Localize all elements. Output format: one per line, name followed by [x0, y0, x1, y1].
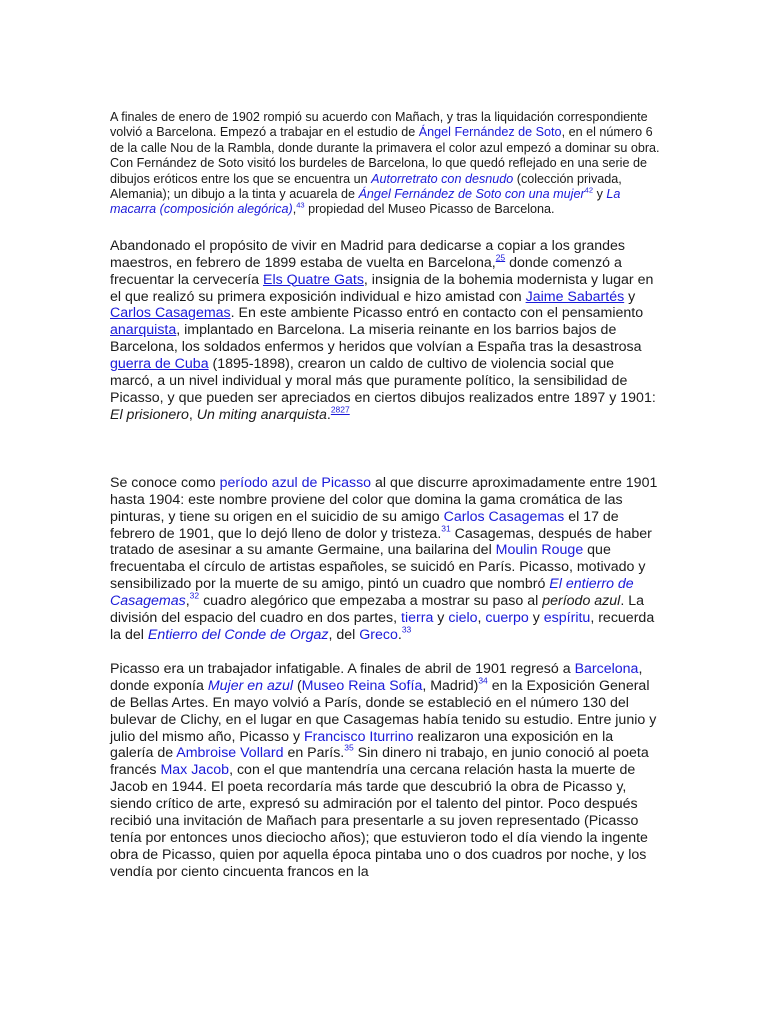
link-entierro-del-conde-de-orgaz[interactable]	[148, 627, 329, 643]
link-angel-fernandez-de-soto-con-una-mujer[interactable]	[359, 187, 585, 201]
text: Picasso era un trabajador infatigable. A finales de abril de 1901 regresó a	[110, 660, 575, 677]
footnote-33[interactable]: 33	[401, 624, 412, 635]
text: (colección privada, Alemania); un dibujo a la tinta y acuarela de	[110, 171, 622, 202]
link-barcelona[interactable]: Barcelona	[574, 660, 639, 677]
text: , implantado en Barcelona. La miseria reinante en los barrios bajos de Barcelona, los soldados enfermos y heridos que volvían a España tras la desastrosa	[110, 322, 642, 356]
italic-title: Mujer en azul	[207, 677, 293, 694]
link-espiritu[interactable]: espíritu	[543, 610, 591, 627]
text: ,	[477, 610, 486, 627]
link-ambroise-vollard[interactable]: Ambroise Vollard	[176, 745, 284, 762]
link-guerra-de-cuba[interactable]: guerra de Cuba	[110, 356, 209, 373]
link-els-quatre-gats[interactable]: Els Quatre Gats	[262, 271, 364, 288]
text: , insignia de la bohemia modernista y lugar en el que realizó su primera exposición individual e hizo amistad con	[110, 271, 654, 305]
text: (	[293, 677, 302, 694]
paragraph-1	[110, 110, 660, 218]
text: el 17 de febrero de 1901, que lo dejó lleno de dolor y tristeza.	[110, 508, 619, 542]
text: , del	[328, 626, 360, 643]
italic-title: Autorretrato con desnudo	[371, 171, 514, 186]
italic-title: Entierro del Conde de Orgaz	[147, 626, 329, 643]
footnote-34[interactable]: 34	[478, 675, 488, 686]
link-cuerpo[interactable]: cuerpo	[485, 610, 529, 627]
link-autorretrato-con-desnudo[interactable]	[371, 172, 513, 186]
text: . En este ambiente Picasso entró en contacto con el pensamiento	[230, 305, 644, 322]
link-moulin-rouge[interactable]: Moulin Rouge	[495, 542, 584, 559]
text: (1895-1898), crearon un caldo de cultivo de violencia social que marcó, a un nivel individual y moral más que puramente político, la sensibilidad de Picasso, y que pueden ser apreciados en ciertos dibujos realizados entre 1897 y 1901:	[110, 356, 656, 406]
document-page	[110, 110, 660, 881]
italic-term: período azul	[542, 593, 621, 610]
text: Se conoce como	[110, 474, 220, 491]
text: al que discurre aproximadamente entre 1901 hasta 1904: este nombre proviene del color que domina la gama cromática de las pinturas, y tiene su origen en el suicidio de su amigo	[110, 474, 658, 525]
link-max-jacob[interactable]: Max Jacob	[160, 762, 230, 779]
paragraph-4	[110, 661, 660, 881]
text: en la Exposición General de Bellas Artes. En mayo volvió a París, donde se estableció en el número 130 del bulevar de Clichy, en el lugar en que Casagemas había tenido su estudio. Entre junio y julio del mismo año, Picasso y	[110, 677, 657, 745]
link-cielo[interactable]: cielo	[448, 610, 478, 627]
text: ,	[188, 406, 197, 423]
text: , Madrid)	[422, 677, 479, 694]
link-museo-reina-sofia[interactable]: Museo Reina Sofía	[301, 677, 423, 694]
text: donde comenzó a frecuentar la cervecería	[110, 254, 622, 288]
footnote-43[interactable]: 43	[296, 200, 305, 210]
text: y	[593, 187, 607, 202]
text: , en el número 6 de la calle Nou de la Rambla, donde durante la primavera el color azul empezó a dominar su obra. Con Fernández de Soto visitó los burdeles de Barcelona, lo que quedó reflejado en una serie de dibujos eróticos entre los que se encuentra un	[110, 125, 660, 186]
text: , donde exponía	[110, 660, 643, 694]
text: que frecuentaba el círculo de artistas españoles, se suicidó en París. Picasso, motivado y sensibilizado por la muerte de su amigo, pintó un cuadro que nombró	[110, 542, 646, 593]
text: Casagemas, después de haber tratado de asesinar a su amante Germaine, una bailarina del	[110, 525, 652, 559]
paragraph-3	[110, 475, 660, 644]
footnote-42[interactable]: 42	[584, 185, 594, 195]
text: cuadro alegórico que empezaba a mostrar su paso al	[199, 593, 543, 610]
link-periodo-azul[interactable]: período azul de Picasso	[219, 474, 372, 491]
text: y	[624, 288, 636, 305]
text: Sin dinero ni trabajo, en junio conoció al poeta francés	[110, 745, 649, 779]
text: , recuerda la del	[110, 610, 655, 643]
link-angel-fernandez-de-soto[interactable]: Ángel Fernández de Soto	[418, 125, 562, 140]
link-mujer-en-azul[interactable]	[208, 678, 293, 694]
paragraph-2	[110, 238, 660, 424]
text: ,	[185, 593, 190, 610]
text: A finales de enero de 1902 rompió su acuerdo con Mañach, y tras la liquidación correspondiente volvió a Barcelona. Empezó a trabajar en el estudio de	[110, 110, 648, 140]
link-francisco-iturrino[interactable]: Francisco Iturrino	[303, 728, 414, 745]
italic-title: El entierro de Casagemas	[110, 576, 634, 610]
italic-title: La macarra (composición alegórica)	[110, 187, 621, 217]
italic-title: Un miting anarquista	[196, 406, 327, 423]
link-carlos-casagemas[interactable]: Carlos Casagemas	[443, 508, 565, 525]
text: .	[326, 406, 331, 423]
italic-title: El prisionero	[110, 406, 189, 423]
link-jaime-sabartes[interactable]: Jaime Sabartés	[525, 288, 625, 305]
text: y	[528, 610, 544, 627]
link-carlos-casagemas[interactable]: Carlos Casagemas	[110, 305, 231, 322]
text: Abandonado el propósito de vivir en Madrid para dedicarse a copiar a los grandes maestros, en febrero de 1899 estaba de vuelta en Barcelona,	[110, 237, 626, 271]
text: propiedad del Museo Picasso de Barcelona.	[304, 202, 555, 217]
text: y	[433, 610, 449, 627]
text: .	[397, 626, 402, 643]
footnote-31[interactable]: 31	[441, 523, 451, 534]
text: ,	[292, 202, 297, 217]
link-tierra[interactable]: tierra	[401, 610, 434, 627]
text: . La división del espacio del cuadro en dos partes,	[110, 593, 644, 627]
text: realizaron una exposición en la galería de	[110, 728, 614, 762]
footnote-2827[interactable]: 2827	[330, 404, 350, 415]
text: , con el que mantendría una cercana relación hasta la muerte de Jacob en 1944. El poeta recordaría más tarde que descubrió la obra de Picasso y, siendo crítico de arte, expresó su admiración por el talento del pintor. Poco después recibió una invitación de Mañach para presentarle a su joven representado (Picasso tenía por entonces unos dieciocho años); que estuvieron todo el día viendo la ingente obra de Picasso, quien por aquella época pintaba uno o dos cuadros por noche, y los vendía por ciento cincuenta francos en la	[110, 762, 648, 880]
link-anarquista[interactable]: anarquista	[110, 322, 177, 339]
italic-title: Ángel Fernández de Soto con una mujer	[358, 187, 585, 202]
text: en París.	[283, 745, 345, 762]
footnote-25[interactable]: 25	[495, 252, 506, 263]
link-greco[interactable]: Greco	[359, 626, 398, 643]
footnote-35[interactable]: 35	[344, 743, 354, 754]
footnote-32[interactable]: 32	[189, 590, 200, 601]
